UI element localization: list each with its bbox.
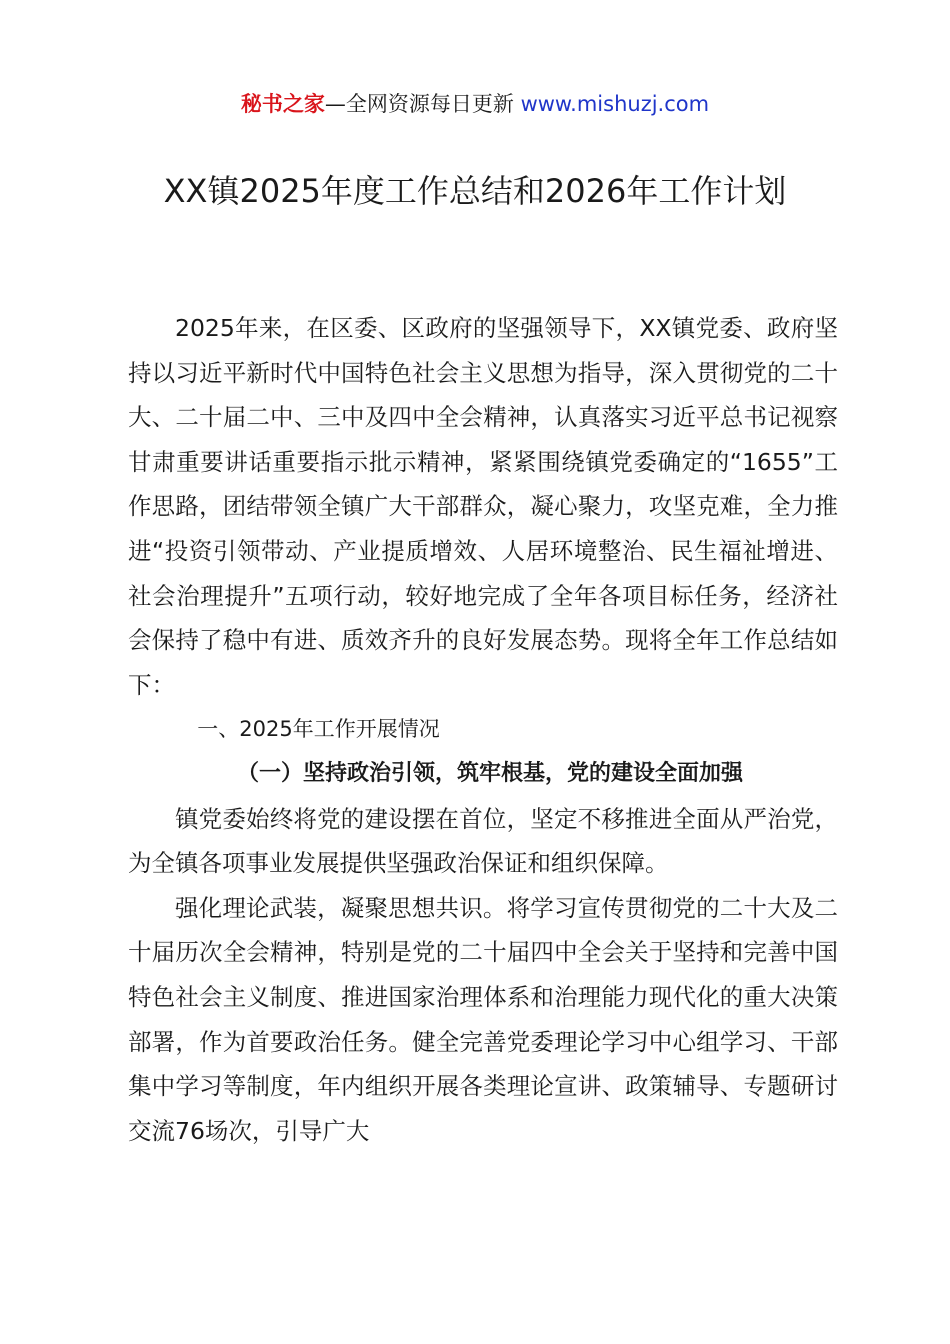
theory-study-paragraph: 强化理论武装，凝聚思想共识。将学习宣传贯彻党的二十大及二十届历次全会精神，特别是党的二十届四中全会关于坚持和完善中国特色社会主义制度、推进国家治理体系和治理能力现代化的重大决策部署，作为首要政治任务。健全完善党委理论学习中心组学习、干部集中学习等制度，年内组织开展各类理论宣讲、政策辅导、专题研讨交流76场次，引导广大 (128, 893, 838, 1145)
document-body (128, 306, 838, 1153)
site-header (0, 88, 950, 120)
intro-paragraph: 2025年来，在区委、区政府的坚强领导下，XX镇党委、政府坚持以习近平新时代中国特色社会主义思想为指导，深入贯彻党的二十大、二十届二中、三中及四中全会精神，认真落实习近平总书记视察甘肃重要讲话重要指示批示精神，紧紧围绕镇党委确定的“1655”工作思路，团结带领全镇广大干部群众，凝心聚力，攻坚克难，全力推进“投资引领带动、产业提质增效、人居环境整治、民生福祉增进、社会治理提升”五项行动，较好地完成了全年各项目标任务，经济社会保持了稳中有进、质效齐升的良好发展态势。现将全年工作总结如下： (128, 314, 838, 699)
section-heading-1: 一、2025年工作开展情况 (197, 717, 440, 742)
subsection-heading-1: （一）坚持政治引领，筑牢根基，党的建设全面加强 (236, 760, 743, 786)
party-building-paragraph: 镇党委始终将党的建设摆在首位，坚定不移推进全面从严治党，为全镇各项事业发展提供坚强政治保证和组织保障。 (128, 804, 838, 878)
document-title: XX镇2025年度工作总结和2026年工作计划 (163, 172, 787, 210)
site-url-link[interactable]: www.mishuzj.com (520, 92, 710, 116)
brand-name: 秘书之家 (240, 92, 325, 116)
header-slogan: —全网资源每日更新 (324, 92, 521, 116)
